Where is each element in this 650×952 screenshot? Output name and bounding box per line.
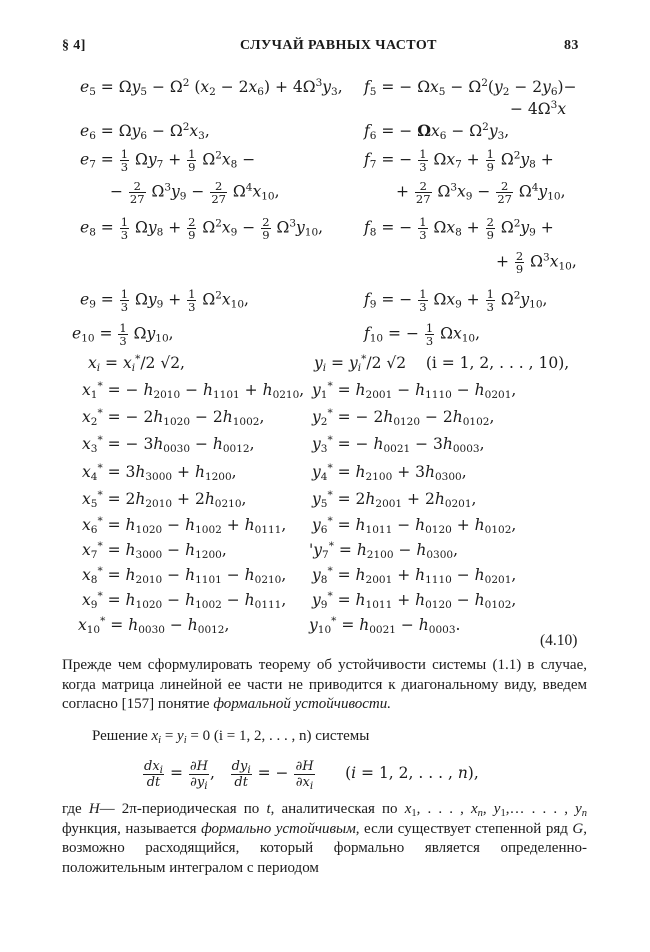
index-range: (i = 1, 2, . . . , 10), xyxy=(425,354,570,372)
paragraph-definition: где H— 2π-периодическая по t, аналитическая по $x_1$, . . . , $x_n$, $y_1,\dots$ . . . , $y_n$ функция, называется формально устойчивым, если существует степенной ряд G, возможно расходящийся, который формально является определенно-положительным интегралом с периодом xyxy=(62,801,587,876)
equation-y1: $y_1^* = h_{2001} - h_{1110} - h_{0201}$, xyxy=(312,380,517,401)
equation-y8: $y_8^* = h_{2001} + h_{1110} - h_{0201}$, xyxy=(312,565,517,586)
equation-y7: '$y_7^* = h_{2100} - h_{0300}$, xyxy=(309,540,459,561)
equation-x1: $x_1^*$ = − $h_{2010} - h_{1101} + h_{0210}$, xyxy=(82,380,305,401)
section-marker: § 4] xyxy=(62,38,86,53)
equation-e8: $e_8$ = $\frac{1}{3}$ $\Omega y_8$ + $\frac{2}{9}$ $\Omega^2x_9$ − $\frac{2}{9}$ $\Omega^3y_{10}$, xyxy=(80,215,324,242)
equation-f9: $f_9$ = − $\frac{1}{3}$ $\Omega x_9$ + $\frac{1}{3}$ $\Omega^2y_{10}$, xyxy=(364,287,548,314)
equation-f7-cont: + $\frac{2}{27}$ $\Omega^3x_9$ − $\frac{2}{27}$ $\Omega^4y_{10}$, xyxy=(396,179,566,206)
equation-xi: $x_i = x_i^*/2$ √2, xyxy=(88,353,185,374)
equation-x5: $x_5^* = 2h_{2010} + 2h_{0210}$, xyxy=(82,489,247,510)
equation-x7: $x_7^* = h_{3000} - h_{1200}$, xyxy=(82,540,227,561)
equation-x8: $x_8^* = h_{2010} - h_{1101} - h_{0210}$, xyxy=(82,565,287,586)
equation-yi: $y_i = y_i^*/2$ √2 (i = 1, 2, . . . , 10), xyxy=(314,353,570,374)
equation-e9: $e_9$ = $\frac{1}{3}$ $\Omega y_9$ + $\frac{1}{3}$ $\Omega^2x_{10}$, xyxy=(80,287,249,314)
paragraph-solution: Решение $x_i = y_i = 0$ (i = 1, 2, . . . , n) системы xyxy=(92,728,370,746)
page-number: 83 xyxy=(564,38,579,53)
paragraph-text: Прежде чем сформулировать теорему об устойчивости системы (1.1) в случае, когда матрица линейной ее части не приводится к диагональному виду, введем согласно [157] понятие xyxy=(62,657,587,712)
equation-y5: $y_5^* = 2h_{2001} + 2h_{0201}$, xyxy=(312,489,477,510)
equation-f10: $f_{10}$ = − $\frac{1}{3}$ $\Omega x_{10}$, xyxy=(364,321,481,348)
equation-y4: $y_4^* = h_{2100} + 3h_{0300}$, xyxy=(312,462,467,483)
equation-x2: $x_2^*$ = − $2h_{1020} - 2h_{1002}$, xyxy=(82,407,265,428)
equation-e7: $e_7$ = $\frac{1}{3}$ $\Omega y_7$ + $\frac{1}{9}$ $\Omega^2x_8$ − xyxy=(80,147,256,174)
def-called: функция, называется xyxy=(62,820,197,837)
equation-x6: $x_6^* = h_{1020} - h_{1002} + h_{0111}$, xyxy=(82,515,287,536)
equation-f7: $f_7$ = − $\frac{1}{3}$ $\Omega x_7$ + $\frac{1}{9}$ $\Omega^2y_8$ + xyxy=(364,147,554,174)
equation-e6: $e_6 = \Omega y_6 - \Omega^2x_3$, xyxy=(80,121,210,142)
def-where: где xyxy=(62,801,82,817)
equation-y10: $y_{10}^* = h_{0021} - h_{0003}$. xyxy=(309,615,461,636)
def-periodic: — 2π-периодическая по xyxy=(99,801,260,817)
hamiltonian-system: $\frac{dx_i}{dt}$ = $\frac{\partial H}{\partial y_i}$ , $\frac{dy_i}{dt}$ = − $\frac{\partial H}{\partial x_i}$ (i = 1, 2, . . . , n), xyxy=(144,758,479,792)
def-tail: , возможно расходящийся, который формально является определенно-положительным интегралом с периодом xyxy=(62,820,587,876)
def-series: , если существует степенной ряд xyxy=(355,820,568,837)
term-formal-stability: формальной устойчивости. xyxy=(213,696,392,712)
equation-e10: $e_{10}$ = $\frac{1}{3}$ $\Omega y_{10}$, xyxy=(72,321,174,348)
equation-f8-cont: + $\frac{2}{9}$ $\Omega^3x_{10}$, xyxy=(496,249,577,276)
equation-x9: $x_9^* = h_{1020} - h_{1002} - h_{0111}$, xyxy=(82,590,287,611)
equation-f5: $f_5$ = − $\Omega x_5 - \Omega^2(y_2 - 2y_6)-$ xyxy=(364,77,577,98)
equation-f6: $f_6$ = − $\Omega x_6 - \Omega^2y_3$, xyxy=(364,121,510,142)
solution-lead: Решение xyxy=(92,728,148,744)
equation-e7-cont: − $\frac{2}{27}$ $\Omega^3y_9$ − $\frac{2}{27}$ $\Omega^4x_{10}$, xyxy=(110,179,280,206)
paragraph-formal-stability xyxy=(62,656,587,715)
solution-range: (i = 1, 2, . . . , n) xyxy=(213,728,312,744)
equation-x10: $x_{10}^* = h_{0030} - h_{0012}$, xyxy=(78,615,230,636)
equation-f8: $f_8$ = − $\frac{1}{3}$ $\Omega x_8$ + $\frac{2}{9}$ $\Omega^2y_9$ + xyxy=(364,215,554,242)
equation-x4: $x_4^* = 3h_{3000} + h_{1200}$, xyxy=(82,462,237,483)
def-analytic: , аналитическая по xyxy=(270,801,398,817)
equation-y9: $y_9^* = h_{1011} + h_{0120} - h_{0102}$, xyxy=(312,590,517,611)
solution-tail: системы xyxy=(315,728,370,744)
equation-y2: $y_2^*$ = − $2h_{0120} - 2h_{0102}$, xyxy=(312,407,495,428)
term-formally-stable: формально устойчивым xyxy=(201,820,356,837)
equation-x3: $x_3^*$ = − $3h_{0030} - h_{0012}$, xyxy=(82,434,255,455)
running-title: СЛУЧАЙ РАВНЫХ ЧАСТОТ xyxy=(240,38,437,53)
equation-y6: $y_6^* = h_{1011} - h_{0120} + h_{0102}$, xyxy=(312,515,517,536)
equation-y3: $y_3^*$ = − $h_{0021} - 3h_{0003}$, xyxy=(312,434,485,455)
equation-number: (4.10) xyxy=(540,632,578,649)
equation-f5-cont: − $4\Omega^3x$ xyxy=(510,99,567,118)
equation-e5: $e_5 = \Omega y_5 - \Omega^2$ $(x_2 - 2x_6) + 4\Omega^3y_3$, xyxy=(80,77,343,98)
